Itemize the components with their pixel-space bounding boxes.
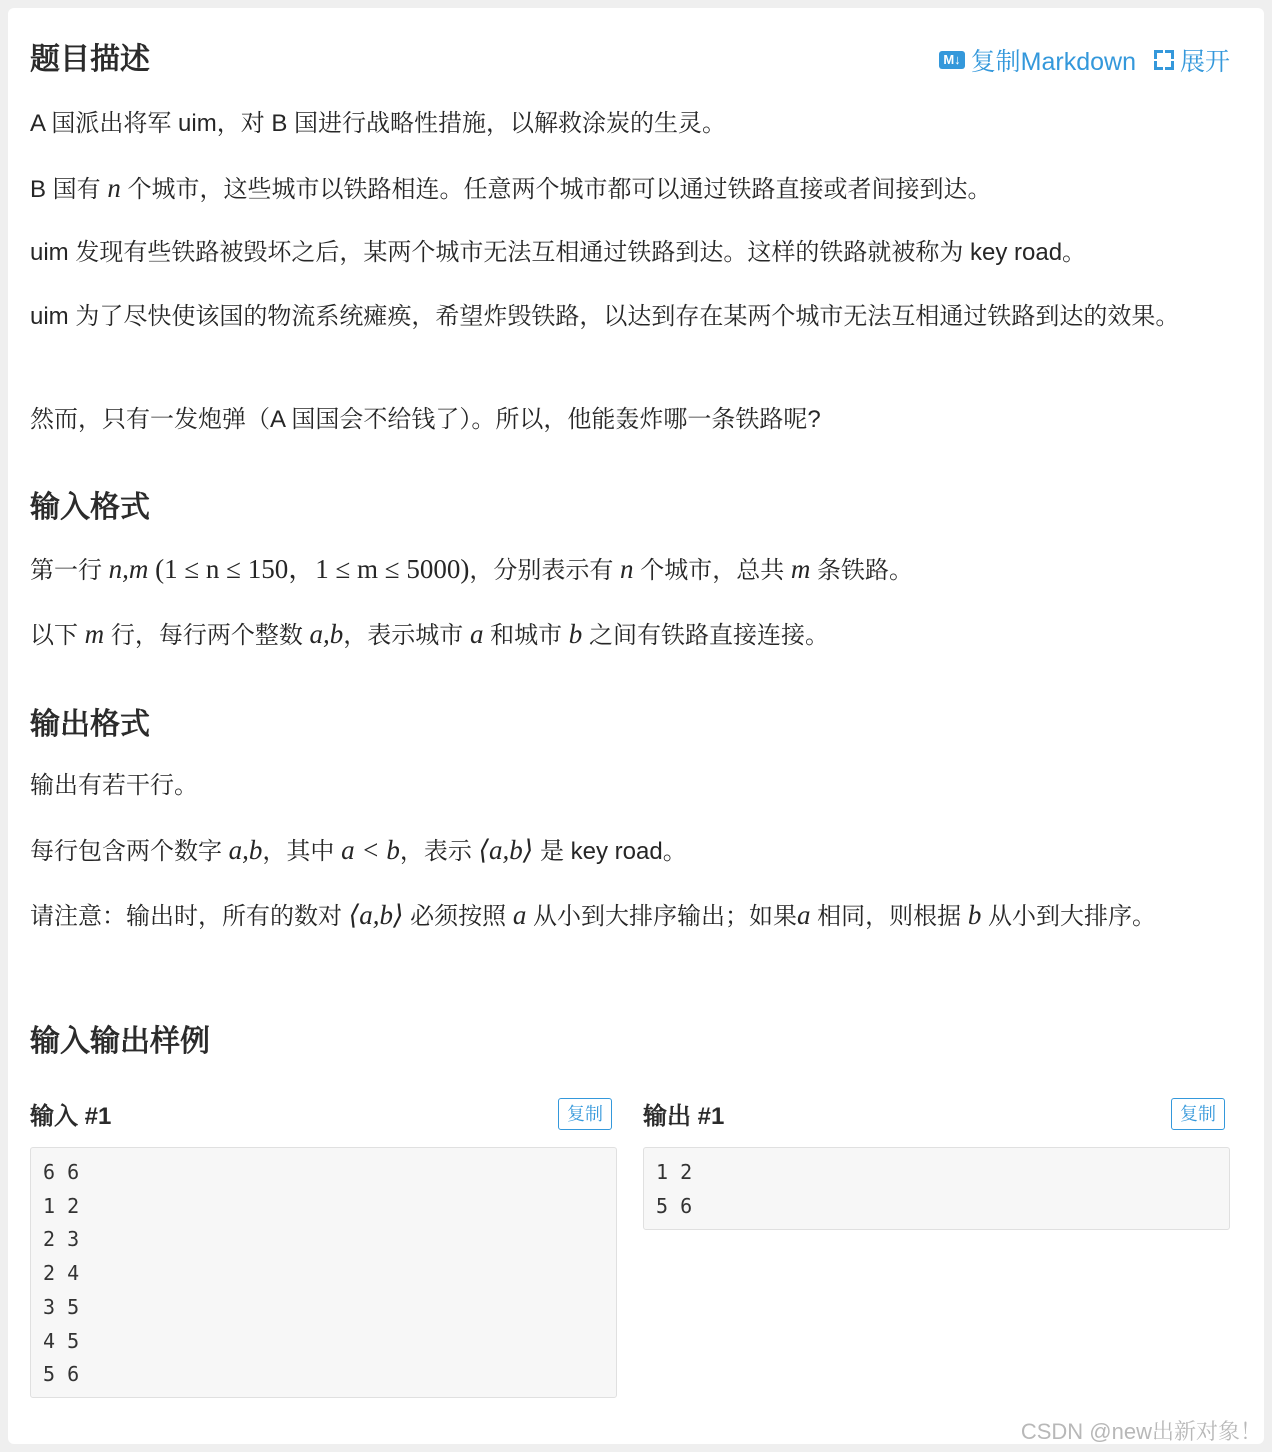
text: 每行包含两个数字 [30,838,229,865]
input-format-line-1 [30,550,1220,590]
math-pair: ⟨a,b⟩ [478,835,534,865]
output-format-line-2 [30,831,1220,871]
output-format-title: 输出格式 [30,708,150,741]
text: ，分别表示有 [469,557,621,584]
header-actions [939,42,1230,78]
sample-output-code: 1 2 5 6 [643,1147,1230,1230]
math-constraints: (1 ≤ n ≤ 150，1 ≤ m ≤ 5000) [155,554,470,584]
text: 行，每行两个整数 [104,622,310,649]
markdown-icon: M↓ [939,51,964,69]
text: 是 key road。 [533,838,687,865]
problem-card [8,8,1264,1444]
text: 请注意：输出时，所有的数对 [30,903,349,930]
samples-title: 输入输出样例 [30,1025,210,1058]
copy-input-button[interactable]: 复制 [558,1098,612,1130]
watermark: CSDN @new出新对象！ [1020,1419,1262,1444]
sample-input-code: 6 6 1 2 2 3 2 4 3 5 4 5 5 6 [30,1147,617,1398]
math-ab: a,b [309,619,344,649]
math-a-less-b: a < b [341,835,400,865]
copy-output-button[interactable]: 复制 [1171,1098,1225,1130]
math-pair: ⟨a,b⟩ [348,900,404,930]
text: ，表示 [399,838,479,865]
text: 之间有铁路直接连接。 [582,622,829,649]
text: 和城市 [483,622,569,649]
description-paragraph-1: A 国派出将军 uim，对 B 国进行战略性措施，以解救涂炭的生灵。 [30,110,727,137]
output-format-line-3 [30,896,1220,936]
expand-label: 展开 [1179,48,1230,76]
math-a: a [512,900,527,930]
description-paragraph-3: uim 发现有些铁路被毁坏之后，某两个城市无法互相通过铁路到达。这样的铁路就被称为 key road。 [30,239,1087,266]
math-m: m [84,619,105,649]
text: 从小到大排序。 [981,903,1157,930]
copy-markdown-button[interactable] [939,42,1136,78]
math-n: n [107,173,121,203]
math-ab: a,b [228,835,263,865]
text: 必须按照 [403,903,513,930]
text: ，其中 [262,838,342,865]
text: ，表示城市 [343,622,470,649]
math-a: a [797,900,811,930]
description-paragraph-2 [30,169,1220,209]
sample-input-title: 输入 #1 [30,1103,112,1130]
text: 第一行 [30,557,109,584]
math-nm: n,m [108,554,149,584]
text: B 国有 [30,176,108,203]
math-n: n [620,554,634,584]
math-b: b [568,619,583,649]
text: 从小到大排序输出；如果 [526,903,798,930]
math-b: b [967,900,982,930]
copy-markdown-label: 复制Markdown [970,48,1136,76]
text: 个城市，总共 [633,557,791,584]
text: 相同，则根据 [810,903,968,930]
text: 条铁路。 [810,557,914,584]
input-format-title: 输入格式 [30,491,150,524]
sample-output-title: 输出 #1 [643,1103,725,1130]
description-paragraph-5: 然而，只有一发炮弹（A 国国会不给钱了）。所以，他能轰炸哪一条铁路呢? [30,406,821,433]
description-paragraph-4: uim 为了尽快使该国的物流系统瘫痪，希望炸毁铁路，以达到存在某两个城市无法互相通过铁路到达的效果。 [30,303,1180,330]
math-a: a [469,619,484,649]
text: 以下 [30,622,85,649]
math-m: m [790,554,811,584]
text: 个城市，这些城市以铁路相连。任意两个城市都可以通过铁路直接或者间接到达。 [120,176,992,203]
output-format-line-1: 输出有若干行。 [30,772,198,799]
description-title: 题目描述 [30,43,150,76]
input-format-line-2 [30,615,1220,655]
expand-button[interactable] [1154,42,1230,78]
expand-icon [1154,50,1174,70]
